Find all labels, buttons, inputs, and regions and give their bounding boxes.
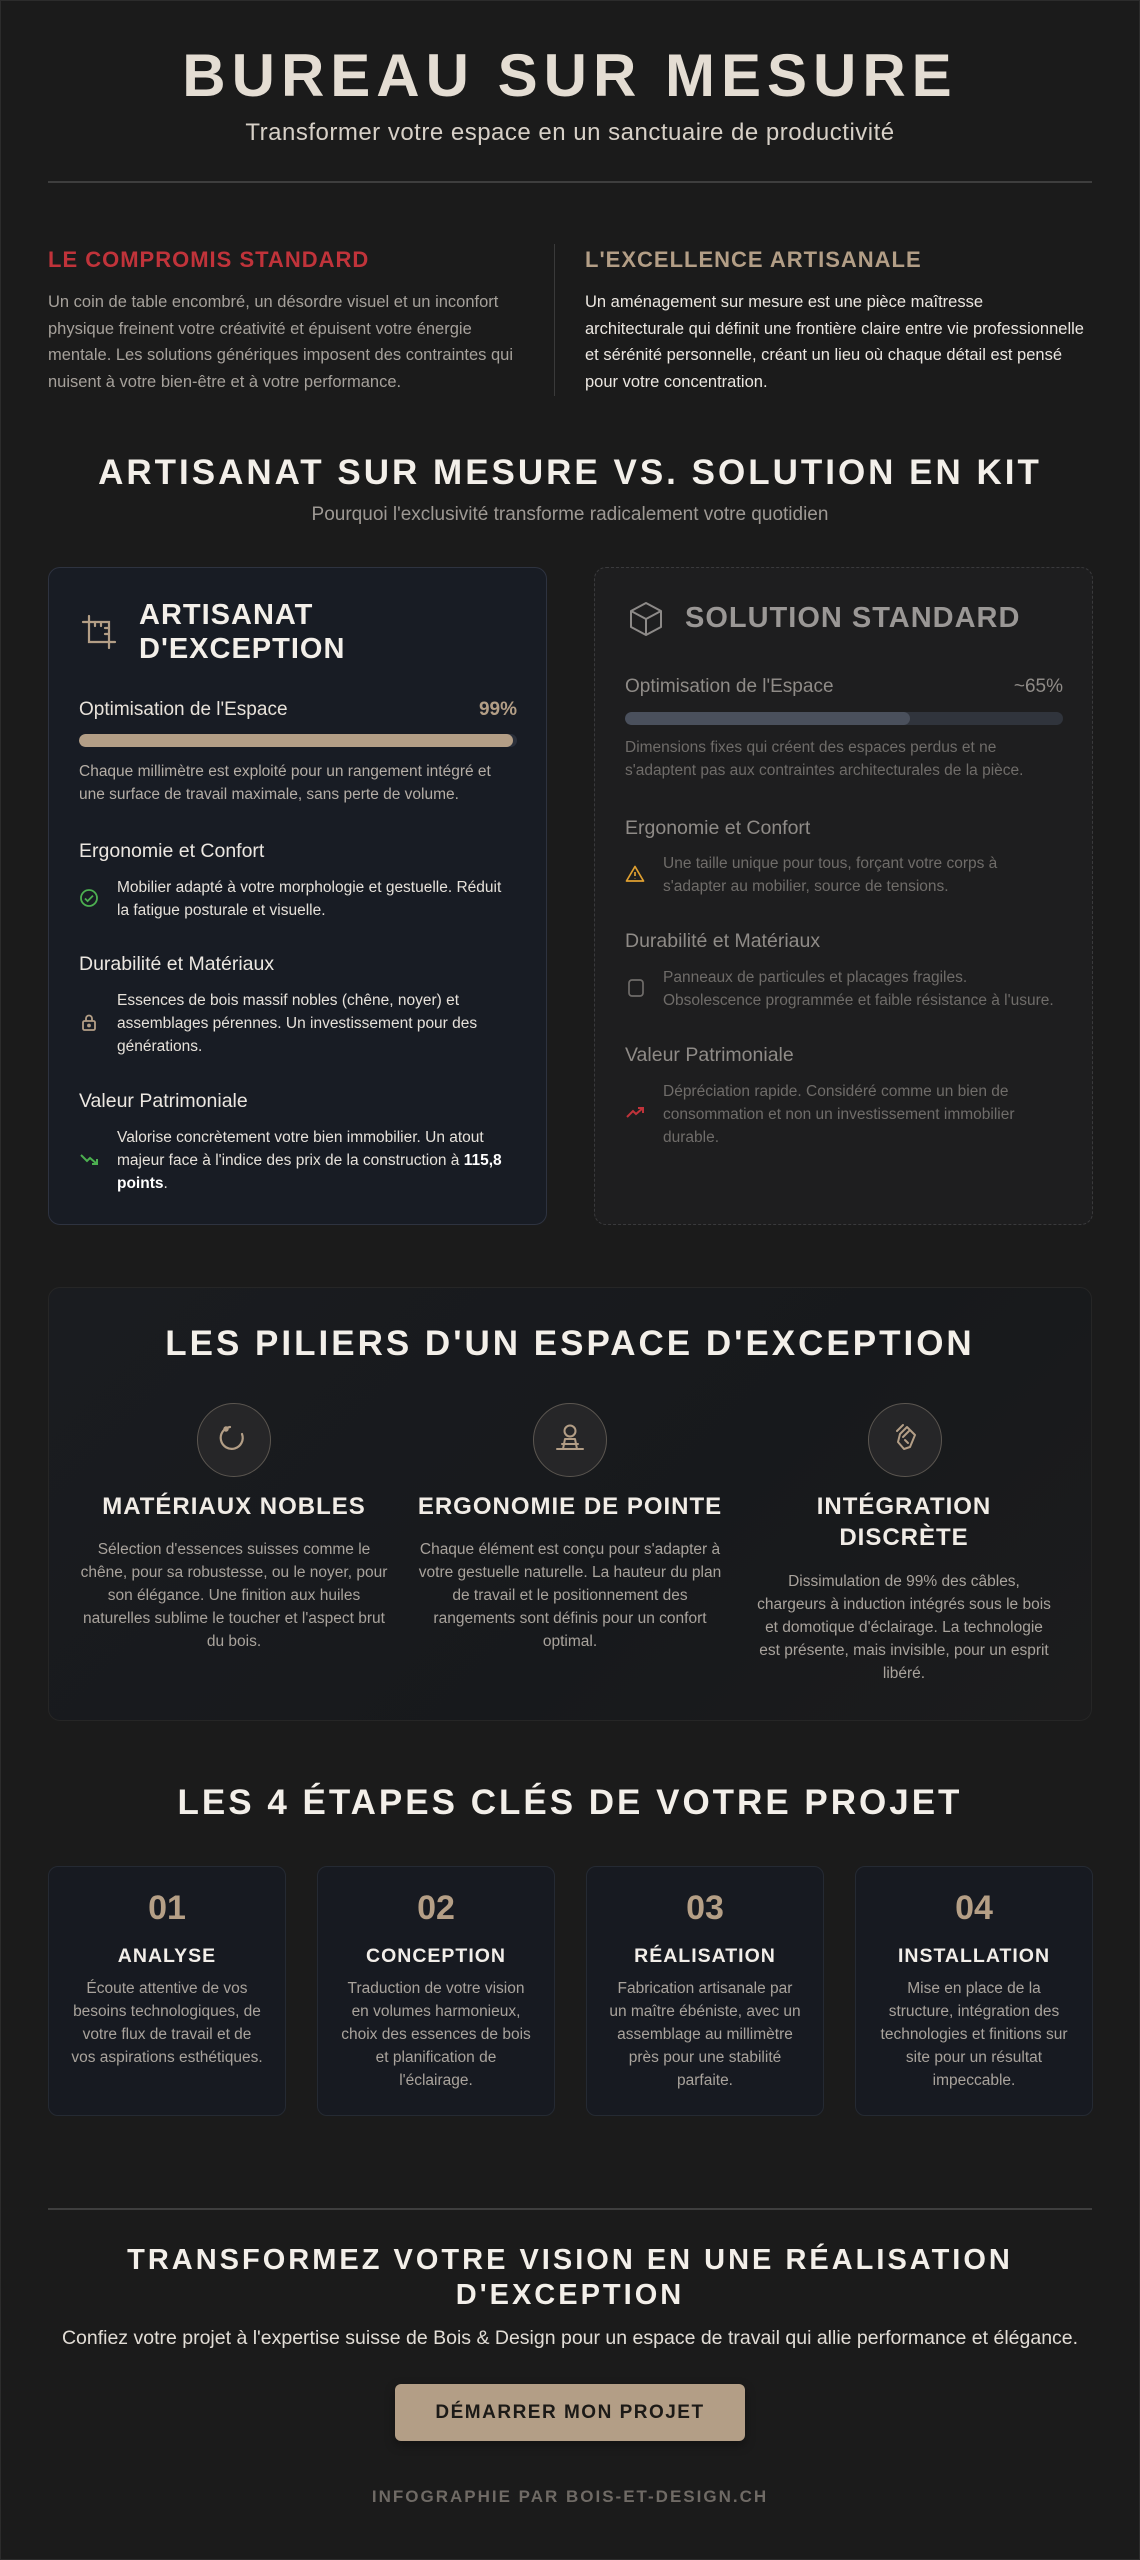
cta-divider	[48, 2208, 1092, 2210]
cta-title	[1, 2243, 1139, 2313]
step-number: 02	[417, 1889, 455, 1927]
step-card	[48, 1866, 286, 2116]
custom-card	[48, 567, 547, 1225]
custom-metric-bar	[79, 734, 517, 747]
page-subtitle: Transformer votre espace en un sanctuaire de productivité	[245, 119, 895, 146]
standard-item-ergonomie-title: Ergonomie et Confort	[625, 817, 811, 839]
steps-title: LES 4 ÉTAPES CLÉS DE VOTRE PROJET	[177, 1783, 963, 1822]
lock-icon	[79, 1012, 99, 1032]
intro-right-title: L'EXCELLENCE ARTISANALE	[585, 247, 922, 272]
pillar-integration-title-line2: DISCRÈTE	[839, 1524, 969, 1551]
cta-title-line2: D'EXCEPTION	[455, 2279, 685, 2311]
standard-card-heading: SOLUTION STANDARD	[685, 602, 1021, 634]
step-card	[317, 1866, 555, 2116]
standard-metric-bar	[625, 712, 1063, 725]
custom-item-ergonomie-text: Mobilier adapté à votre morphologie et gestuelle. Réduit la fatigue posturale et visuelle.	[117, 879, 502, 919]
custom-metric-bar-fill	[79, 734, 513, 747]
custom-metric-desc: Chaque millimètre est exploité pour un rangement intégré et une surface de travail maximale, sans perte de volume.	[79, 763, 491, 803]
warning-triangle-icon	[625, 864, 645, 884]
step-title: INSTALLATION	[897, 1945, 1051, 1967]
footer-credit: INFOGRAPHIE PAR BOIS-ET-DESIGN.CH	[371, 2487, 769, 2506]
cta-subtitle: Confiez votre projet à l'expertise suisse de Bois & Design pour un espace de travail qui allie performance et élégance.	[61, 2327, 1079, 2349]
crop-ruler-icon	[79, 612, 119, 652]
step-text: Fabrication artisanale par un maître ébéniste, avec un assemblage au millimètre près pour une stabilité parfaite.	[609, 1980, 801, 2089]
standard-item-valeur-title: Valeur Patrimoniale	[625, 1044, 794, 1066]
standard-metric-bar-fill	[625, 712, 910, 725]
standard-metric-value: ~65%	[1013, 676, 1063, 697]
standard-item-durabilite-text: Panneaux de particules et placages fragiles. Obsolescence programmée et faible résistance à l'usure.	[663, 969, 1054, 1009]
trend-down-icon	[79, 1149, 99, 1169]
pillars-section	[48, 1287, 1092, 1721]
pillar-integration-title-line1: INTÉGRATION	[816, 1493, 992, 1520]
custom-item-valeur-text-main: Valorise concrètement votre bien immobilier. Un atout majeur face à l'indice des prix de la construction à	[117, 1129, 484, 1169]
custom-item-durabilite-title: Durabilité et Matériaux	[79, 953, 275, 975]
step-title: ANALYSE	[117, 1945, 217, 1967]
pillar-integration-title	[749, 1491, 1059, 1553]
step-card	[586, 1866, 824, 2116]
standard-item-ergonomie-text: Une taille unique pour tous, forçant votre corps à s'adapter au mobilier, source de tensions.	[663, 855, 998, 895]
custom-metric-value: 99%	[478, 699, 517, 720]
pillar-materiaux-text: Sélection d'essences suisses comme le chêne, pour sa robustesse, ou le noyer, pour son élégance. Une finition aux huiles naturelles sublime le toucher et l'aspect brut du bois.	[80, 1541, 388, 1650]
pillars-title: LES PILIERS D'UN ESPACE D'EXCEPTION	[165, 1324, 975, 1363]
plug-icon	[868, 1403, 942, 1477]
custom-card-heading-line1: ARTISANAT	[139, 599, 314, 631]
header-divider	[48, 181, 1092, 183]
custom-item-valeur-text	[117, 1126, 517, 1195]
standard-metric-label: Optimisation de l'Espace	[625, 676, 834, 697]
custom-item-durabilite-text: Essences de bois massif nobles (chêne, noyer) et assemblages pérennes. Un investissement pour des générations.	[117, 992, 478, 1055]
pillar-ergonomie-text: Chaque élément est conçu pour s'adapter à votre gestuelle naturelle. La hauteur du plan de travail et le positionnement des rangements sont définis pour un confort optimal.	[418, 1541, 722, 1650]
step-number: 01	[148, 1889, 186, 1927]
custom-item-ergonomie-title: Ergonomie et Confort	[79, 840, 265, 862]
construction-index-value: 115,8 points	[117, 1152, 502, 1192]
step-title: RÉALISATION	[634, 1945, 776, 1967]
step-number: 04	[955, 1889, 993, 1927]
custom-card-heading	[139, 598, 345, 666]
standard-card	[594, 567, 1093, 1225]
standard-item-durabilite-title: Durabilité et Matériaux	[625, 930, 821, 952]
check-circle-icon	[79, 888, 99, 908]
step-text: Mise en place de la structure, intégration des technologies et finitions sur site pour un résultat impeccable.	[880, 1980, 1068, 2089]
loader-icon	[197, 1403, 271, 1477]
trend-up-icon	[625, 1102, 645, 1122]
custom-card-heading-line2: D'EXCEPTION	[139, 633, 346, 665]
pillar-ergonomie-title: ERGONOMIE DE POINTE	[417, 1493, 723, 1520]
box-icon	[627, 600, 665, 638]
intro-right-text: Un aménagement sur mesure est une pièce maîtresse architecturale qui définit une frontière claire entre vie professionnelle et sérénité personnelle, créant un lieu où chaque détail est pensé pour votre concentration.	[585, 293, 1084, 391]
comparison-subtitle: Pourquoi l'exclusivité transforme radicalement votre quotidien	[311, 504, 829, 525]
step-title: CONCEPTION	[365, 1945, 506, 1967]
standard-metric-desc: Dimensions fixes qui créent des espaces perdus et ne s'adaptent pas aux contraintes architecturales de la pièce.	[625, 739, 1024, 779]
square-icon	[627, 978, 645, 998]
page-title: BUREAU SUR MESURE	[182, 42, 958, 109]
comparison-title: ARTISANAT SUR MESURE VS. SOLUTION EN KIT	[98, 453, 1042, 492]
custom-item-valeur-title: Valeur Patrimoniale	[79, 1090, 248, 1112]
step-card	[855, 1866, 1093, 2116]
custom-item-valeur-text-end: .	[163, 1175, 168, 1192]
intro-left-text: Un coin de table encombré, un désordre visuel et un inconfort physique freinent votre créativité et épuisent votre énergie mentale. Les solutions génériques imposent des contraintes qui nuisent à votre bien-être et à votre performance.	[48, 293, 514, 391]
intro-divider	[554, 244, 555, 396]
step-text: Écoute attentive de vos besoins technologiques, de votre flux de travail et de vos aspirations esthétiques.	[71, 1980, 263, 2066]
person-at-desk-icon	[533, 1403, 607, 1477]
custom-metric-label: Optimisation de l'Espace	[79, 699, 288, 720]
pillar-materiaux-title: MATÉRIAUX NOBLES	[102, 1493, 366, 1520]
start-project-button[interactable]: DÉMARRER MON PROJET	[395, 2384, 745, 2441]
step-number: 03	[686, 1889, 724, 1927]
step-text: Traduction de votre vision en volumes harmonieux, choix des essences de bois et planification de l'éclairage.	[341, 1980, 531, 2089]
intro-left-title: LE COMPROMIS STANDARD	[48, 247, 370, 272]
standard-item-valeur-text: Dépréciation rapide. Considéré comme un bien de consommation et non un investissement immobilier durable.	[663, 1083, 1015, 1146]
pillar-integration-text: Dissimulation de 99% des câbles, chargeurs à induction intégrés sous le bois et domotique d'éclairage. La technologie est présente, mais invisible, pour un esprit libéré.	[757, 1573, 1051, 1682]
cta-title-line1: TRANSFORMEZ VOTRE VISION EN UNE RÉALISATION	[127, 2244, 1013, 2276]
